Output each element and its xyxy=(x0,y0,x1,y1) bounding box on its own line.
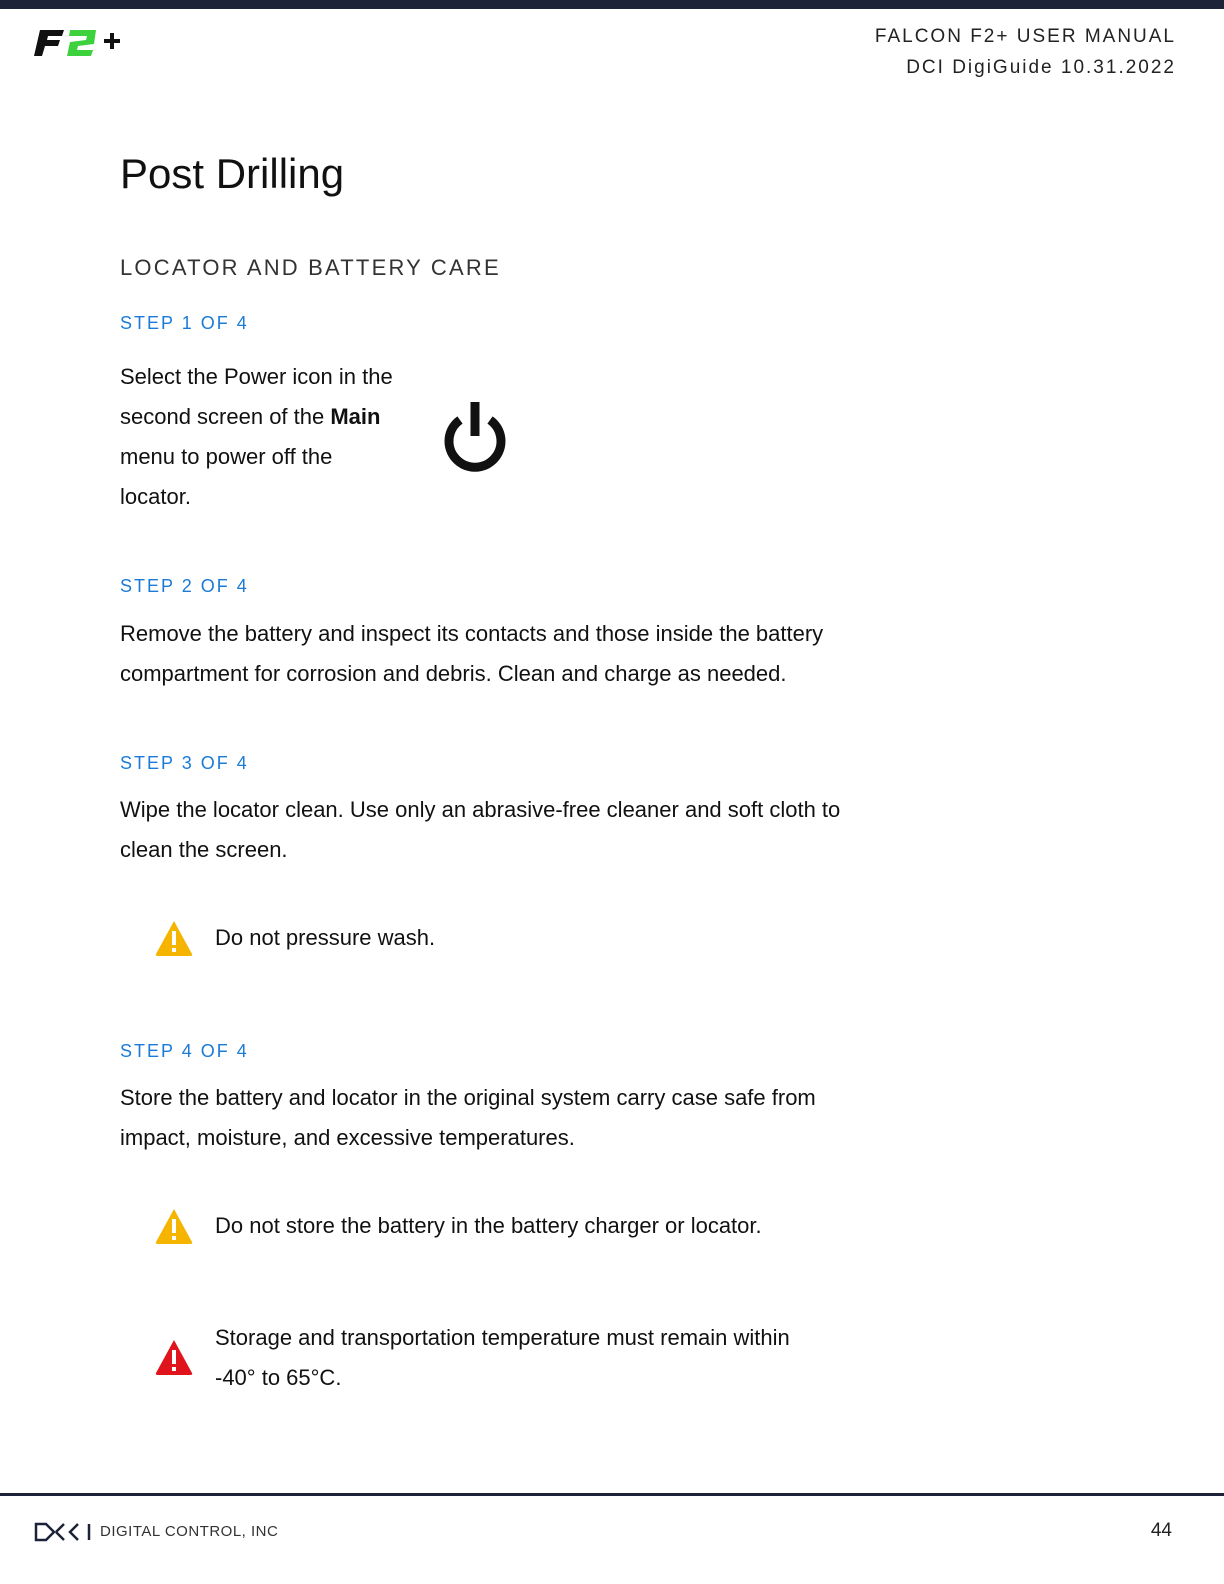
page-title: Post Drilling xyxy=(120,150,345,197)
step-1-line-3: menu to power off the xyxy=(120,444,333,469)
step-4-label: STEP 4 OF 4 xyxy=(120,1041,249,1061)
step-4-line-2: impact, moisture, and excessive temperatures. xyxy=(120,1125,575,1150)
footer-divider xyxy=(0,1493,1224,1496)
step-4-caution-note: Do not store the battery in the battery charger or locator. xyxy=(215,1213,762,1238)
caution-triangle-icon xyxy=(154,919,194,957)
step-1-line-2: second screen of the xyxy=(120,404,331,429)
step-1-text xyxy=(120,357,393,517)
dci-logo xyxy=(34,1522,92,1542)
manual-title: FALCON F2+ USER MANUAL xyxy=(874,26,1176,47)
guide-version: DCI DigiGuide 10.31.2022 xyxy=(906,57,1176,78)
step-1-line-1: Select the Power icon in the xyxy=(120,364,393,389)
step-3-label: STEP 3 OF 4 xyxy=(120,753,249,773)
step-4-line-1: Store the battery and locator in the original system carry case safe from xyxy=(120,1085,816,1110)
step-3-caution-note: Do not pressure wash. xyxy=(215,925,436,950)
step-1-label: STEP 1 OF 4 xyxy=(120,313,249,333)
main-menu-term: Main xyxy=(330,404,381,429)
f2-plus-logo xyxy=(34,22,126,62)
step-4-danger-note xyxy=(215,1318,790,1398)
company-name: DIGITAL CONTROL, INC xyxy=(100,1523,279,1540)
step-3-text xyxy=(120,790,840,870)
section-title: LOCATOR AND BATTERY CARE xyxy=(120,255,501,280)
top-bar xyxy=(0,0,1224,9)
step-2-line-1: Remove the battery and inspect its contacts and those inside the battery xyxy=(120,621,824,646)
step-2-line-2: compartment for corrosion and debris. Clean and charge as needed. xyxy=(120,661,787,686)
step-3-line-1: Wipe the locator clean. Use only an abrasive-free cleaner and soft cloth to xyxy=(120,797,841,822)
danger-triangle-icon xyxy=(154,1338,194,1376)
page-number: 44 xyxy=(1150,1520,1172,1541)
step-1-line-4: locator. xyxy=(120,484,191,509)
caution-triangle-icon xyxy=(154,1207,194,1245)
danger-line-1: Storage and transportation temperature must remain within xyxy=(215,1325,790,1350)
step-3-line-2: clean the screen. xyxy=(120,837,288,862)
power-icon xyxy=(440,400,510,476)
step-2-text xyxy=(120,614,823,694)
danger-line-2: -40° to 65°C. xyxy=(215,1365,342,1390)
step-2-label: STEP 2 OF 4 xyxy=(120,576,249,596)
step-4-text xyxy=(120,1078,816,1158)
